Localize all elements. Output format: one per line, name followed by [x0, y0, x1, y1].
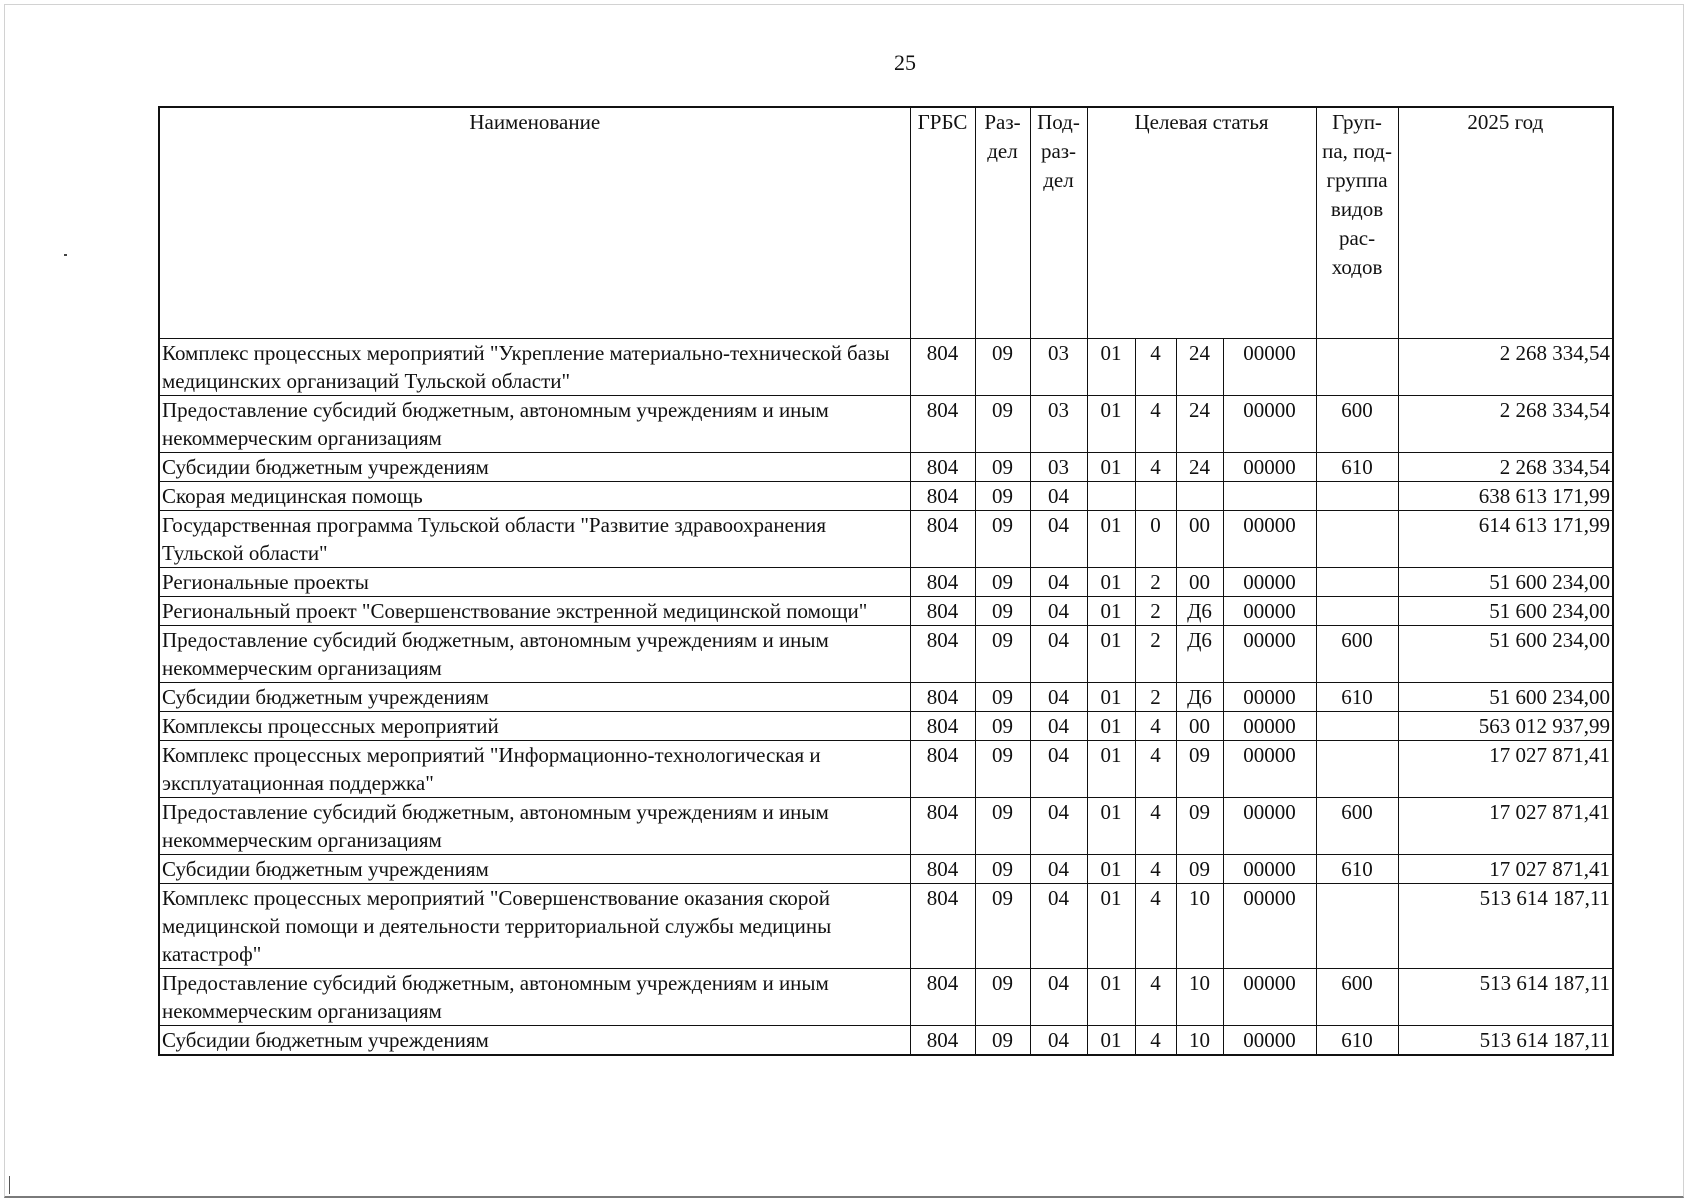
- row-podrazdel: 04: [1030, 597, 1087, 626]
- table-row: [159, 626, 1613, 683]
- row-grbs: 804: [910, 884, 975, 969]
- row-vid-rashodov: [1316, 339, 1398, 396]
- row-cs-program: 01: [1087, 969, 1135, 1026]
- row-amount: 563 012 937,99: [1398, 712, 1613, 741]
- row-cs-subprogram: 24: [1176, 339, 1223, 396]
- row-cs-subprogram: Д6: [1176, 683, 1223, 712]
- row-name: Комплекс процессных мероприятий "Совершенствование оказания скорой медицинской помощи и деятельности территориальной службы медицины катастроф": [159, 884, 910, 969]
- row-cs-program: 01: [1087, 511, 1135, 568]
- row-name: Региональный проект "Совершенствование экстренной медицинской помощи": [159, 597, 910, 626]
- row-amount: 51 600 234,00: [1398, 568, 1613, 597]
- row-cs-direction: [1223, 482, 1316, 511]
- row-podrazdel: 04: [1030, 568, 1087, 597]
- row-podrazdel: 04: [1030, 511, 1087, 568]
- row-cs-subprogram: 24: [1176, 396, 1223, 453]
- row-cs-type: 4: [1135, 798, 1176, 855]
- row-cs-subprogram: Д6: [1176, 626, 1223, 683]
- row-cs-type: [1135, 482, 1176, 511]
- table-row: [159, 511, 1613, 568]
- row-podrazdel: 04: [1030, 884, 1087, 969]
- table-row: [159, 453, 1613, 482]
- row-grbs: 804: [910, 482, 975, 511]
- row-podrazdel: 04: [1030, 1026, 1087, 1056]
- page-number: 25: [894, 50, 916, 75]
- row-cs-direction: 00000: [1223, 511, 1316, 568]
- scan-edge-mark: [9, 1176, 10, 1194]
- row-cs-direction: 00000: [1223, 453, 1316, 482]
- row-razdel: 09: [975, 568, 1030, 597]
- row-cs-direction: 00000: [1223, 712, 1316, 741]
- row-name: Предоставление субсидий бюджетным, автономным учреждениям и иным некоммерческим организациям: [159, 626, 910, 683]
- row-amount: 513 614 187,11: [1398, 1026, 1613, 1056]
- row-vid-rashodov: 600: [1316, 626, 1398, 683]
- row-cs-type: 4: [1135, 396, 1176, 453]
- row-razdel: 09: [975, 453, 1030, 482]
- table-row: [159, 798, 1613, 855]
- row-name: Предоставление субсидий бюджетным, автономным учреждениям и иным некоммерческим организациям: [159, 396, 910, 453]
- row-grbs: 804: [910, 741, 975, 798]
- row-cs-program: 01: [1087, 453, 1135, 482]
- row-amount: 2 268 334,54: [1398, 339, 1613, 396]
- row-grbs: 804: [910, 1026, 975, 1056]
- row-amount: 17 027 871,41: [1398, 798, 1613, 855]
- row-razdel: 09: [975, 683, 1030, 712]
- row-cs-subprogram: 09: [1176, 855, 1223, 884]
- row-grbs: 804: [910, 339, 975, 396]
- row-cs-direction: 00000: [1223, 597, 1316, 626]
- row-name: Скорая медицинская помощь: [159, 482, 910, 511]
- table-row: [159, 339, 1613, 396]
- row-razdel: 09: [975, 969, 1030, 1026]
- row-cs-program: 01: [1087, 798, 1135, 855]
- row-cs-subprogram: Д6: [1176, 597, 1223, 626]
- row-razdel: 09: [975, 511, 1030, 568]
- row-cs-type: 4: [1135, 453, 1176, 482]
- table-row: [159, 969, 1613, 1026]
- row-cs-type: 4: [1135, 884, 1176, 969]
- row-vid-rashodov: [1316, 568, 1398, 597]
- row-vid-rashodov: [1316, 884, 1398, 969]
- row-amount: 638 613 171,99: [1398, 482, 1613, 511]
- header-celevaya-statya: Целевая статья: [1087, 107, 1316, 339]
- row-amount: 17 027 871,41: [1398, 855, 1613, 884]
- table-row: [159, 1026, 1613, 1056]
- row-vid-rashodov: [1316, 482, 1398, 511]
- row-grbs: 804: [910, 969, 975, 1026]
- row-grbs: 804: [910, 396, 975, 453]
- header-grbs: ГРБС: [910, 107, 975, 339]
- row-cs-subprogram: 10: [1176, 1026, 1223, 1056]
- header-year: 2025 год: [1398, 107, 1613, 339]
- row-grbs: 804: [910, 855, 975, 884]
- row-vid-rashodov: [1316, 597, 1398, 626]
- row-name: Комплекс процессных мероприятий "Информационно-технологическая и эксплуатационная поддержка": [159, 741, 910, 798]
- row-cs-subprogram: [1176, 482, 1223, 511]
- row-cs-type: 2: [1135, 683, 1176, 712]
- row-grbs: 804: [910, 597, 975, 626]
- row-name: Субсидии бюджетным учреждениям: [159, 1026, 910, 1056]
- table-row: [159, 712, 1613, 741]
- row-grbs: 804: [910, 798, 975, 855]
- table-row: [159, 482, 1613, 511]
- row-name: Субсидии бюджетным учреждениям: [159, 683, 910, 712]
- row-razdel: 09: [975, 798, 1030, 855]
- row-cs-subprogram: 09: [1176, 741, 1223, 798]
- row-cs-program: 01: [1087, 626, 1135, 683]
- row-razdel: 09: [975, 712, 1030, 741]
- row-amount: 2 268 334,54: [1398, 453, 1613, 482]
- row-vid-rashodov: 610: [1316, 453, 1398, 482]
- row-cs-direction: 00000: [1223, 798, 1316, 855]
- row-cs-program: 01: [1087, 712, 1135, 741]
- row-podrazdel: 04: [1030, 741, 1087, 798]
- row-podrazdel: 04: [1030, 683, 1087, 712]
- table-row: [159, 683, 1613, 712]
- row-cs-subprogram: 24: [1176, 453, 1223, 482]
- row-podrazdel: 03: [1030, 339, 1087, 396]
- row-cs-type: 0: [1135, 511, 1176, 568]
- row-podrazdel: 03: [1030, 453, 1087, 482]
- row-vid-rashodov: 600: [1316, 798, 1398, 855]
- row-razdel: 09: [975, 741, 1030, 798]
- row-amount: 614 613 171,99: [1398, 511, 1613, 568]
- scan-speck: [64, 254, 67, 256]
- row-vid-rashodov: 610: [1316, 683, 1398, 712]
- row-podrazdel: 04: [1030, 969, 1087, 1026]
- table-row: [159, 568, 1613, 597]
- budget-table: [158, 106, 1614, 1056]
- row-cs-program: [1087, 482, 1135, 511]
- table-body: [159, 339, 1613, 1056]
- row-cs-program: 01: [1087, 855, 1135, 884]
- row-cs-direction: 00000: [1223, 884, 1316, 969]
- row-cs-type: 2: [1135, 597, 1176, 626]
- row-vid-rashodov: [1316, 511, 1398, 568]
- row-razdel: 09: [975, 1026, 1030, 1056]
- header-gruppa-vidov-rashodov: Груп- па, под- группа видов рас- ходов: [1316, 107, 1398, 339]
- row-name: Государственная программа Тульской области "Развитие здравоохранения Тульской области": [159, 511, 910, 568]
- row-grbs: 804: [910, 626, 975, 683]
- row-cs-type: 4: [1135, 741, 1176, 798]
- row-vid-rashodov: 600: [1316, 969, 1398, 1026]
- row-cs-program: 01: [1087, 741, 1135, 798]
- table-row: [159, 855, 1613, 884]
- row-cs-program: 01: [1087, 1026, 1135, 1056]
- row-cs-direction: 00000: [1223, 568, 1316, 597]
- row-vid-rashodov: 600: [1316, 396, 1398, 453]
- row-cs-type: 4: [1135, 969, 1176, 1026]
- row-name: Субсидии бюджетным учреждениям: [159, 453, 910, 482]
- row-cs-direction: 00000: [1223, 626, 1316, 683]
- row-cs-direction: 00000: [1223, 683, 1316, 712]
- row-podrazdel: 04: [1030, 855, 1087, 884]
- row-razdel: 09: [975, 884, 1030, 969]
- table-header-row: [159, 107, 1613, 339]
- row-name: Комплексы процессных мероприятий: [159, 712, 910, 741]
- header-razdel: Раз- дел: [975, 107, 1030, 339]
- row-cs-direction: 00000: [1223, 339, 1316, 396]
- row-vid-rashodov: [1316, 741, 1398, 798]
- row-cs-subprogram: 09: [1176, 798, 1223, 855]
- row-cs-subprogram: 00: [1176, 712, 1223, 741]
- row-cs-direction: 00000: [1223, 969, 1316, 1026]
- row-name: Предоставление субсидий бюджетным, автономным учреждениям и иным некоммерческим организациям: [159, 798, 910, 855]
- row-vid-rashodov: 610: [1316, 855, 1398, 884]
- table-row: [159, 396, 1613, 453]
- row-razdel: 09: [975, 597, 1030, 626]
- row-podrazdel: 04: [1030, 626, 1087, 683]
- row-name: Комплекс процессных мероприятий "Укрепление материально-технической базы медицинских организаций Тульской области": [159, 339, 910, 396]
- row-cs-type: 4: [1135, 855, 1176, 884]
- row-amount: 2 268 334,54: [1398, 396, 1613, 453]
- row-amount: 51 600 234,00: [1398, 626, 1613, 683]
- row-vid-rashodov: 610: [1316, 1026, 1398, 1056]
- row-razdel: 09: [975, 626, 1030, 683]
- row-cs-subprogram: 10: [1176, 969, 1223, 1026]
- row-cs-program: 01: [1087, 884, 1135, 969]
- header-podrazdel: Под- раз- дел: [1030, 107, 1087, 339]
- row-amount: 51 600 234,00: [1398, 597, 1613, 626]
- row-cs-program: 01: [1087, 339, 1135, 396]
- row-grbs: 804: [910, 568, 975, 597]
- row-amount: 17 027 871,41: [1398, 741, 1613, 798]
- row-cs-program: 01: [1087, 683, 1135, 712]
- row-grbs: 804: [910, 683, 975, 712]
- table-row: [159, 741, 1613, 798]
- row-cs-subprogram: 00: [1176, 568, 1223, 597]
- row-grbs: 804: [910, 712, 975, 741]
- header-name: Наименование: [159, 107, 910, 339]
- row-cs-direction: 00000: [1223, 855, 1316, 884]
- row-razdel: 09: [975, 482, 1030, 511]
- table-row: [159, 597, 1613, 626]
- row-cs-direction: 00000: [1223, 1026, 1316, 1056]
- row-cs-program: 01: [1087, 568, 1135, 597]
- row-name: Региональные проекты: [159, 568, 910, 597]
- row-cs-type: 4: [1135, 1026, 1176, 1056]
- row-amount: 513 614 187,11: [1398, 884, 1613, 969]
- row-cs-program: 01: [1087, 597, 1135, 626]
- row-cs-type: 4: [1135, 339, 1176, 396]
- row-cs-subprogram: 00: [1176, 511, 1223, 568]
- row-grbs: 804: [910, 511, 975, 568]
- row-podrazdel: 03: [1030, 396, 1087, 453]
- row-cs-type: 2: [1135, 568, 1176, 597]
- row-cs-type: 2: [1135, 626, 1176, 683]
- row-podrazdel: 04: [1030, 712, 1087, 741]
- row-vid-rashodov: [1316, 712, 1398, 741]
- row-cs-direction: 00000: [1223, 396, 1316, 453]
- row-podrazdel: 04: [1030, 482, 1087, 511]
- row-cs-type: 4: [1135, 712, 1176, 741]
- row-razdel: 09: [975, 396, 1030, 453]
- row-cs-program: 01: [1087, 396, 1135, 453]
- row-grbs: 804: [910, 453, 975, 482]
- row-cs-direction: 00000: [1223, 741, 1316, 798]
- row-cs-subprogram: 10: [1176, 884, 1223, 969]
- row-razdel: 09: [975, 339, 1030, 396]
- row-razdel: 09: [975, 855, 1030, 884]
- row-name: Предоставление субсидий бюджетным, автономным учреждениям и иным некоммерческим организациям: [159, 969, 910, 1026]
- row-amount: 51 600 234,00: [1398, 683, 1613, 712]
- row-amount: 513 614 187,11: [1398, 969, 1613, 1026]
- table-row: [159, 884, 1613, 969]
- row-podrazdel: 04: [1030, 798, 1087, 855]
- row-name: Субсидии бюджетным учреждениям: [159, 855, 910, 884]
